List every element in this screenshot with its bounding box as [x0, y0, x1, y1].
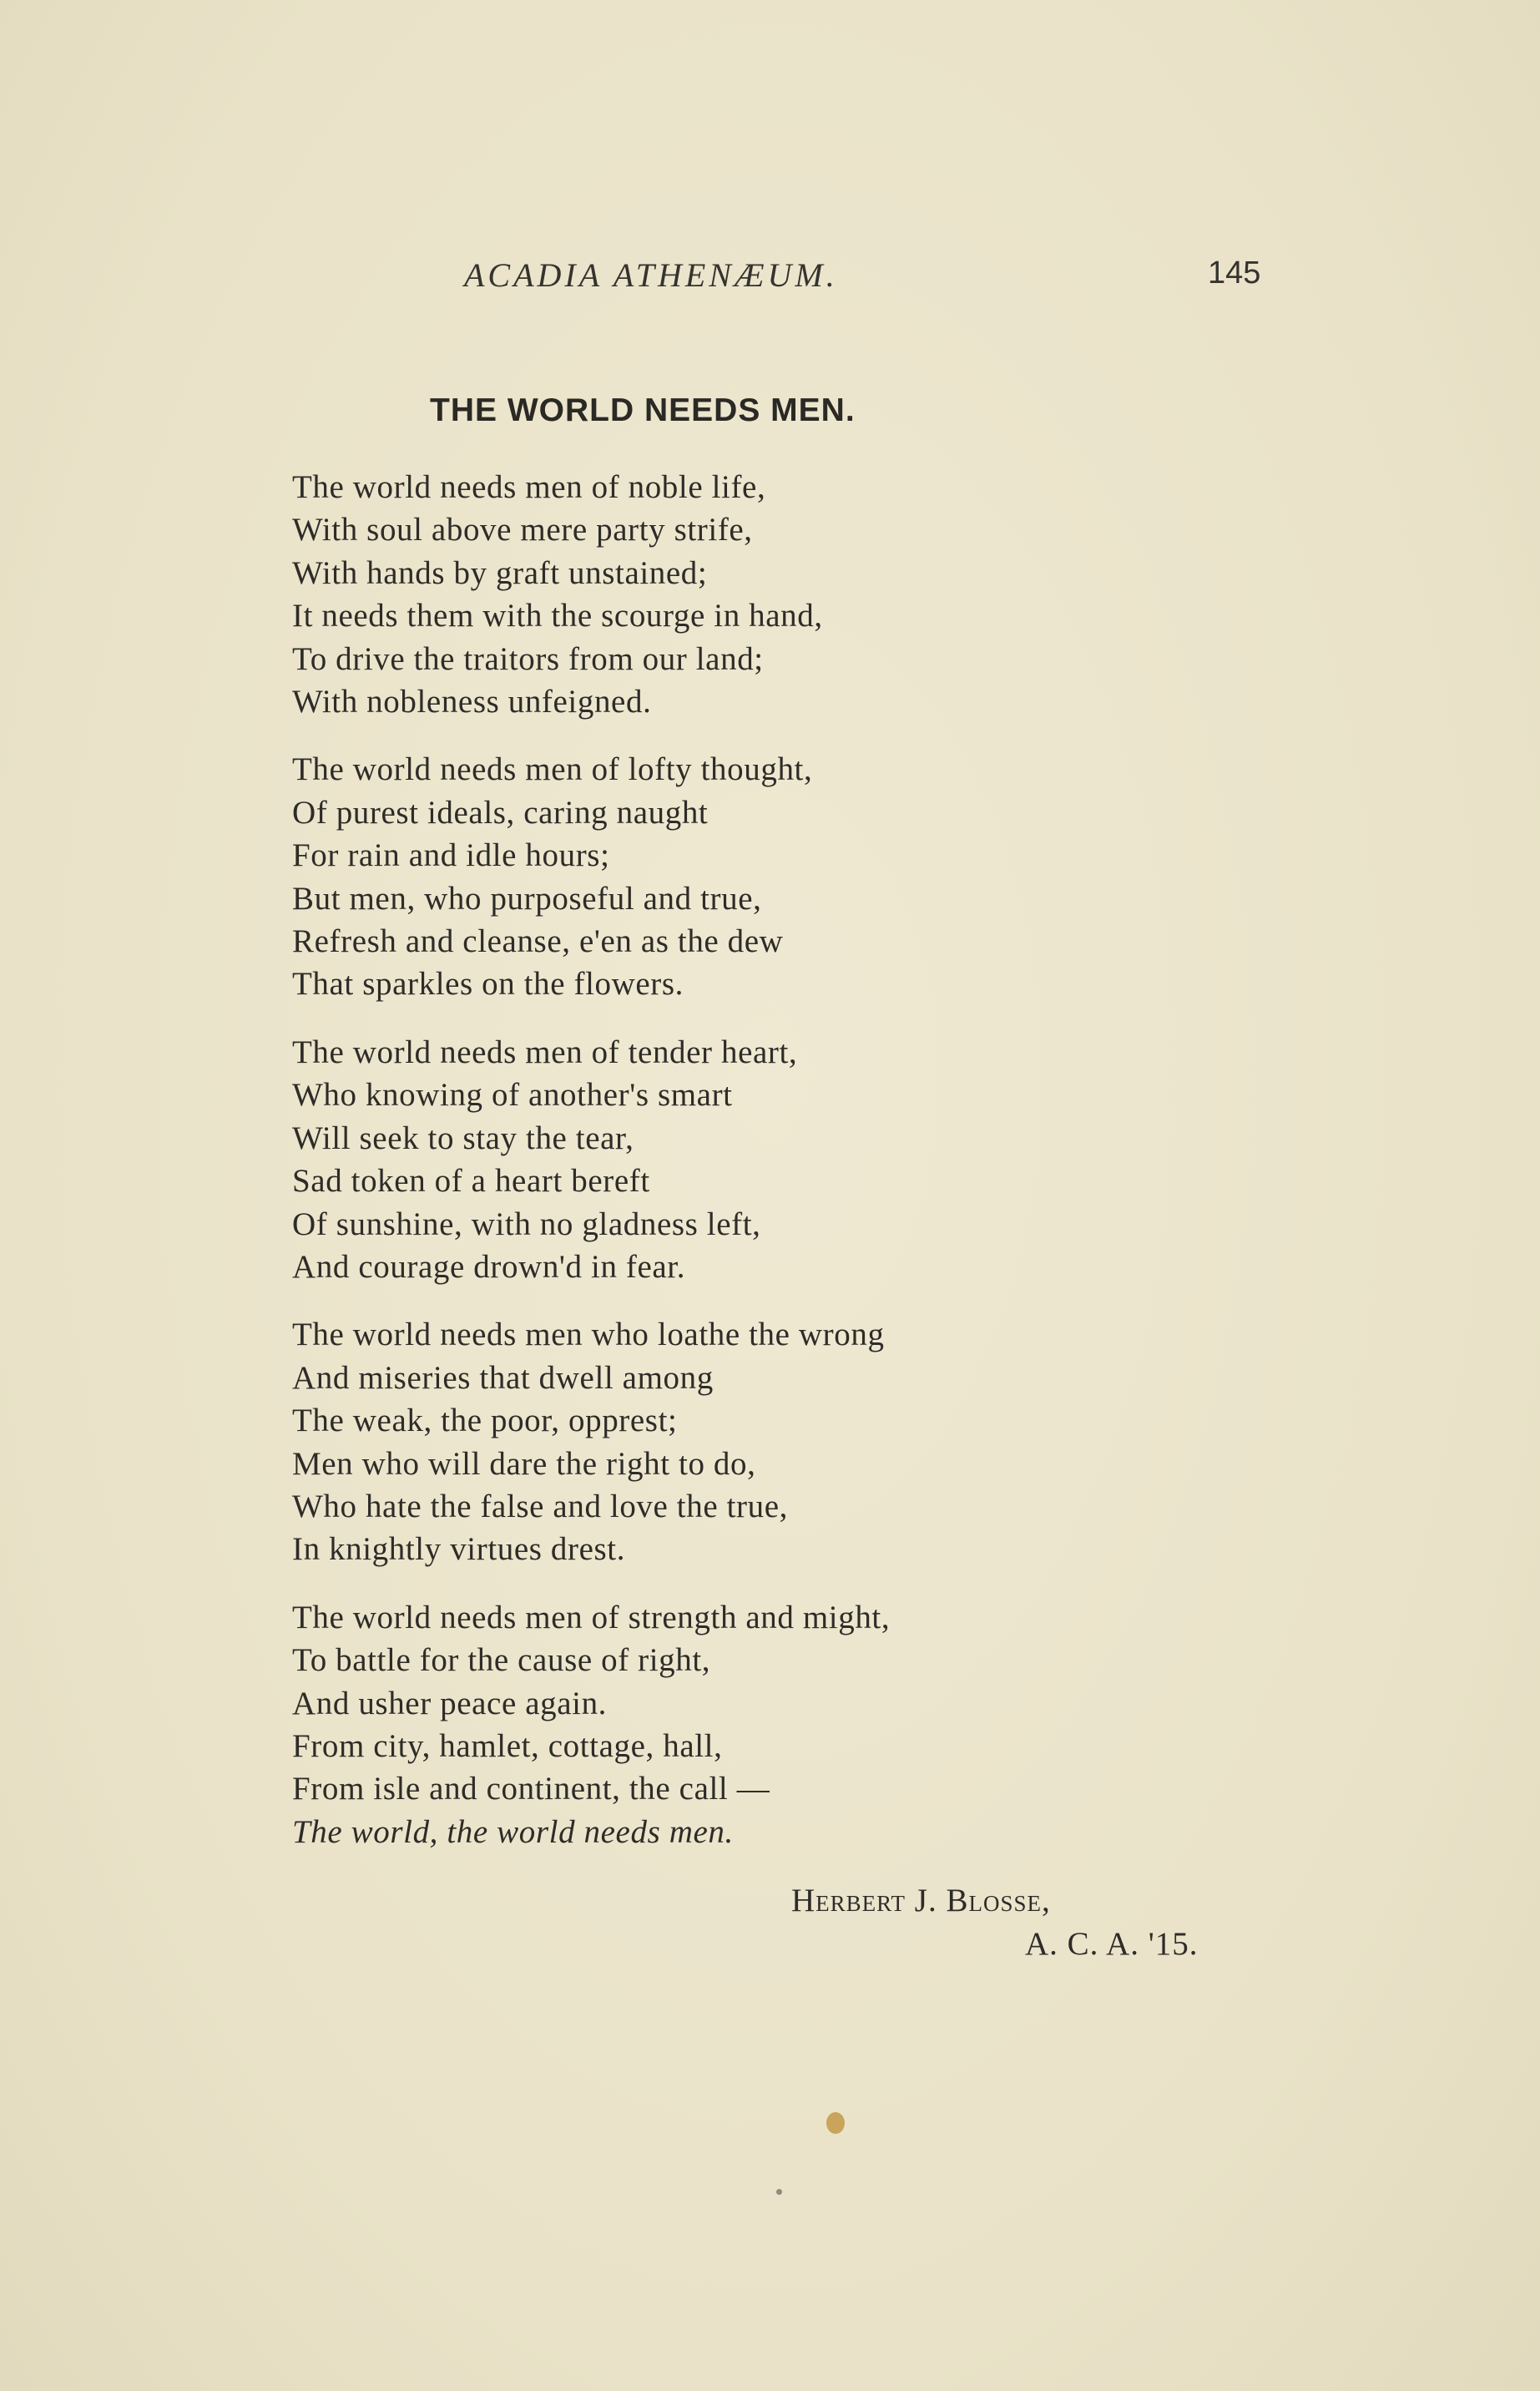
paper-stain	[826, 2112, 845, 2134]
poem-line: But men, who purposeful and true,	[292, 880, 762, 917]
poem-line: The world needs men who loathe the wrong	[292, 1317, 885, 1353]
paper-speck	[776, 2189, 782, 2195]
poem-line: With hands by graft unstained;	[292, 554, 708, 591]
poem-line: Of purest ideals, caring naught	[292, 794, 709, 831]
poem-line: Who hate the false and love the true,	[292, 1488, 788, 1524]
stanza-4	[292, 1313, 1210, 1570]
poem-line: And courage drown'd in fear.	[292, 1248, 686, 1285]
poem-line: Will seek to stay the tear,	[292, 1120, 634, 1156]
stanza-2	[292, 748, 1210, 1005]
poem-line: The world needs men of lofty thought,	[292, 751, 813, 788]
poem-line: With soul above mere party strife,	[292, 512, 753, 548]
stanza-1	[292, 466, 1210, 723]
poem-line: In knightly virtues drest.	[292, 1531, 626, 1568]
poem-line: Who knowing of another's smart	[292, 1077, 733, 1114]
poem-line: For rain and idle hours;	[292, 837, 610, 874]
poem-line: From city, hamlet, cottage, hall,	[292, 1727, 723, 1764]
poem-line: And miseries that dwell among	[292, 1359, 714, 1396]
poem-line: That sparkles on the flowers.	[292, 966, 684, 1003]
poem-line: The weak, the poor, opprest;	[292, 1403, 678, 1439]
poem-line: Refresh and cleanse, e'en as the dew	[292, 923, 784, 960]
author-affiliation: A. C. A. '15.	[1025, 1926, 1199, 1962]
poem-line: Men who will dare the right to do,	[292, 1445, 756, 1482]
poem-line: To battle for the cause of right,	[292, 1642, 711, 1679]
poem-line: The world needs men of tender heart,	[292, 1034, 798, 1070]
poem-line: The world needs men of strength and might,	[292, 1599, 891, 1635]
poem-body	[292, 466, 1210, 1878]
page-number: 145	[1208, 255, 1261, 291]
poem-line: With nobleness unfeigned.	[292, 684, 652, 720]
poem-line: Of sunshine, with no gladness left,	[292, 1206, 761, 1242]
running-head: ACADIA ATHENÆUM.	[464, 256, 838, 294]
poem-line: Sad token of a heart bereft	[292, 1163, 650, 1200]
stanza-3	[292, 1031, 1210, 1288]
poem-line: To drive the traitors from our land;	[292, 640, 764, 677]
poem-line: From isle and continent, the call —	[292, 1771, 770, 1807]
stanza-5	[292, 1596, 1210, 1853]
poem-line: The world, the world needs men.	[292, 1813, 734, 1850]
poem-title: THE WORLD NEEDS MEN.	[430, 392, 856, 428]
poem-line: The world needs men of noble life,	[292, 469, 766, 505]
poem-line: It needs them with the scourge in hand,	[292, 598, 823, 634]
poem-line: And usher peace again.	[292, 1685, 608, 1721]
author-signature: Herbert J. Blosse,	[791, 1883, 1051, 1918]
